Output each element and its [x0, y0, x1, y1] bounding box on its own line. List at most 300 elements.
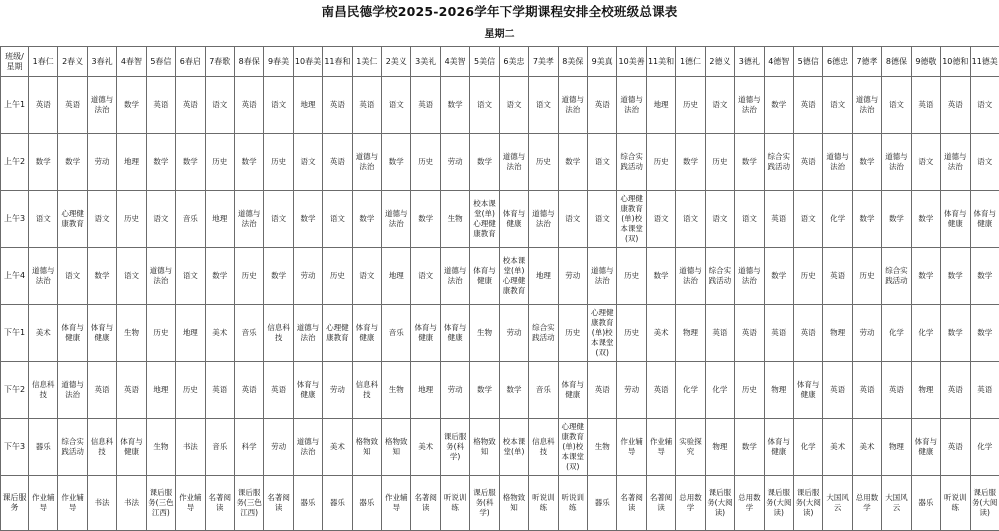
- course-cell: 英语: [941, 77, 970, 134]
- class-header: 1德仁: [676, 47, 705, 77]
- class-header: 7春歌: [205, 47, 234, 77]
- course-cell: 体育与健康: [499, 191, 528, 248]
- course-cell: 劳动: [293, 248, 322, 305]
- course-cell: 劳动: [87, 134, 116, 191]
- course-cell: 综合实践活动: [705, 248, 734, 305]
- course-cell: 课后服务(科学): [440, 419, 469, 476]
- course-cell: 数学: [764, 77, 793, 134]
- course-cell: 美术: [29, 305, 58, 362]
- course-cell: 英语: [764, 305, 793, 362]
- course-cell: 语文: [323, 191, 352, 248]
- period-label: 上午2: [1, 134, 29, 191]
- course-cell: 语文: [117, 248, 146, 305]
- course-cell: 历史: [234, 248, 263, 305]
- course-cell: 英语: [882, 362, 911, 419]
- course-cell: 劳动: [558, 248, 587, 305]
- course-cell: 历史: [323, 248, 352, 305]
- course-cell: 语文: [735, 191, 764, 248]
- course-cell: 道德与法治: [735, 77, 764, 134]
- course-cell: 道德与法治: [234, 191, 263, 248]
- course-cell: 历史: [117, 191, 146, 248]
- course-cell: 道德与法治: [293, 305, 322, 362]
- period-row: [1, 305, 999, 362]
- course-cell: 语文: [588, 134, 617, 191]
- course-cell: 听说训练: [440, 476, 469, 531]
- course-cell: 大国风云: [882, 476, 911, 531]
- course-cell: 数学: [764, 248, 793, 305]
- course-cell: 物理: [823, 305, 852, 362]
- course-cell: 道德与法治: [87, 77, 116, 134]
- class-header: 2德义: [705, 47, 734, 77]
- course-cell: 物理: [705, 419, 734, 476]
- timetable-body: [1, 77, 999, 531]
- course-cell: 数学: [558, 134, 587, 191]
- course-cell: 名著阅读: [411, 476, 440, 531]
- course-cell: 语文: [470, 77, 499, 134]
- course-cell: 语文: [176, 248, 205, 305]
- course-cell: 数学: [382, 134, 411, 191]
- course-cell: 英语: [234, 362, 263, 419]
- course-cell: 道德与法治: [735, 248, 764, 305]
- course-cell: 劳动: [323, 362, 352, 419]
- corner-header: 班级/星期: [1, 47, 29, 77]
- course-cell: 语文: [499, 77, 528, 134]
- period-row: [1, 419, 999, 476]
- course-cell: 数学: [440, 77, 469, 134]
- course-cell: 道德与法治: [588, 248, 617, 305]
- course-cell: 语文: [29, 191, 58, 248]
- course-cell: 物理: [676, 305, 705, 362]
- course-cell: 数学: [29, 134, 58, 191]
- course-cell: 英语: [970, 362, 999, 419]
- header-row: [1, 47, 999, 77]
- period-label: 上午4: [1, 248, 29, 305]
- course-cell: 数学: [87, 248, 116, 305]
- course-cell: 心理健康教育: [58, 191, 87, 248]
- course-cell: 语文: [58, 248, 87, 305]
- course-cell: 道德与法治: [558, 77, 587, 134]
- timetable: [0, 46, 999, 531]
- course-cell: 化学: [793, 419, 822, 476]
- course-cell: 历史: [264, 134, 293, 191]
- class-header: 2春义: [58, 47, 87, 77]
- course-cell: 语文: [823, 77, 852, 134]
- course-cell: 心理健康教育(单)校本课堂(双): [617, 191, 646, 248]
- course-cell: 美术: [646, 305, 675, 362]
- course-cell: 美术: [411, 419, 440, 476]
- course-cell: 语文: [293, 134, 322, 191]
- class-header: 5美信: [470, 47, 499, 77]
- course-cell: 地理: [646, 77, 675, 134]
- course-cell: 劳动: [440, 362, 469, 419]
- period-label: 下午3: [1, 419, 29, 476]
- course-cell: 总用数学: [676, 476, 705, 531]
- course-cell: 语文: [264, 77, 293, 134]
- course-cell: 英语: [941, 419, 970, 476]
- class-header: 6德忠: [823, 47, 852, 77]
- course-cell: 英语: [87, 362, 116, 419]
- course-cell: 综合实践活动: [764, 134, 793, 191]
- course-cell: 数学: [293, 191, 322, 248]
- course-cell: 历史: [852, 248, 881, 305]
- course-cell: 信息科技: [264, 305, 293, 362]
- class-header: 1春仁: [29, 47, 58, 77]
- course-cell: 道德与法治: [499, 134, 528, 191]
- course-cell: 历史: [205, 134, 234, 191]
- course-cell: 数学: [941, 305, 970, 362]
- course-cell: 语文: [970, 77, 999, 134]
- course-cell: 体育与健康: [558, 362, 587, 419]
- course-cell: 英语: [646, 362, 675, 419]
- course-cell: 语文: [264, 191, 293, 248]
- course-cell: 数学: [146, 134, 175, 191]
- course-cell: 生物: [117, 305, 146, 362]
- course-cell: 历史: [617, 305, 646, 362]
- class-header: 5德信: [793, 47, 822, 77]
- course-cell: 体育与健康: [58, 305, 87, 362]
- course-cell: 道德与法治: [941, 134, 970, 191]
- course-cell: 语文: [87, 191, 116, 248]
- day-label: 星期二: [484, 29, 515, 40]
- course-cell: 数学: [117, 77, 146, 134]
- course-cell: 道德与法治: [617, 77, 646, 134]
- period-row: [1, 248, 999, 305]
- class-header: 8春保: [234, 47, 263, 77]
- class-header: 11春和: [323, 47, 352, 77]
- course-cell: 听说训练: [941, 476, 970, 531]
- course-cell: 心理健康教育(单)校本课堂(双): [588, 305, 617, 362]
- course-cell: 作业辅导: [617, 419, 646, 476]
- course-cell: 体育与健康: [440, 305, 469, 362]
- course-cell: 道德与法治: [852, 77, 881, 134]
- course-cell: 地理: [411, 362, 440, 419]
- course-cell: 数学: [911, 191, 940, 248]
- course-cell: 格物致知: [352, 419, 381, 476]
- period-label: 课后服务: [1, 476, 29, 531]
- class-header: 7美孝: [529, 47, 558, 77]
- course-cell: 道德与法治: [58, 362, 87, 419]
- course-cell: 总用数学: [735, 476, 764, 531]
- course-cell: 数学: [499, 362, 528, 419]
- course-cell: 物理: [764, 362, 793, 419]
- class-header: 8美保: [558, 47, 587, 77]
- course-cell: 综合实践活动: [529, 305, 558, 362]
- course-cell: 英语: [735, 305, 764, 362]
- course-cell: 历史: [411, 134, 440, 191]
- course-cell: 听说训练: [529, 476, 558, 531]
- class-header: 5春信: [146, 47, 175, 77]
- course-cell: 大国风云: [823, 476, 852, 531]
- period-row: [1, 476, 999, 531]
- course-cell: 数学: [735, 419, 764, 476]
- class-header: 9美真: [588, 47, 617, 77]
- course-cell: 地理: [117, 134, 146, 191]
- course-cell: 总用数学: [852, 476, 881, 531]
- course-cell: 信息科技: [29, 362, 58, 419]
- course-cell: 数学: [470, 134, 499, 191]
- course-cell: 器乐: [911, 476, 940, 531]
- course-cell: 历史: [705, 134, 734, 191]
- course-cell: 地理: [205, 191, 234, 248]
- course-cell: 道德与法治: [146, 248, 175, 305]
- course-cell: 劳动: [499, 305, 528, 362]
- period-label: 上午1: [1, 77, 29, 134]
- class-header: 9春美: [264, 47, 293, 77]
- class-header: 4美智: [440, 47, 469, 77]
- course-cell: 道德与法治: [29, 248, 58, 305]
- course-cell: 英语: [323, 134, 352, 191]
- course-cell: 作业辅导: [29, 476, 58, 531]
- course-cell: 语文: [705, 191, 734, 248]
- course-cell: 综合实践活动: [58, 419, 87, 476]
- course-cell: 英语: [823, 248, 852, 305]
- course-cell: 美术: [823, 419, 852, 476]
- course-cell: 劳动: [617, 362, 646, 419]
- course-cell: 英语: [588, 77, 617, 134]
- course-cell: 英语: [793, 77, 822, 134]
- course-cell: 数学: [58, 134, 87, 191]
- course-cell: 道德与法治: [529, 191, 558, 248]
- course-cell: 化学: [970, 419, 999, 476]
- course-cell: 语文: [882, 77, 911, 134]
- course-cell: 英语: [29, 77, 58, 134]
- course-cell: 语文: [352, 248, 381, 305]
- course-cell: 道德与法治: [676, 248, 705, 305]
- course-cell: 历史: [146, 305, 175, 362]
- class-header: 3美礼: [411, 47, 440, 77]
- period-label: 下午1: [1, 305, 29, 362]
- course-cell: 器乐: [588, 476, 617, 531]
- class-header: 10春美: [293, 47, 322, 77]
- course-cell: 体育与健康: [293, 362, 322, 419]
- course-cell: 地理: [176, 305, 205, 362]
- course-cell: 地理: [146, 362, 175, 419]
- course-cell: 数学: [882, 191, 911, 248]
- course-cell: 英语: [352, 77, 381, 134]
- course-cell: 美术: [852, 419, 881, 476]
- class-header: 11美和: [646, 47, 675, 77]
- course-cell: 生物: [382, 362, 411, 419]
- course-cell: 地理: [293, 77, 322, 134]
- course-cell: 物理: [911, 362, 940, 419]
- course-cell: 作业辅导: [382, 476, 411, 531]
- period-row: [1, 191, 999, 248]
- course-cell: 语文: [970, 134, 999, 191]
- course-cell: 综合实践活动: [617, 134, 646, 191]
- course-cell: 道德与法治: [440, 248, 469, 305]
- class-header: 4德智: [764, 47, 793, 77]
- course-cell: 体育与健康: [117, 419, 146, 476]
- course-cell: 道德与法治: [823, 134, 852, 191]
- class-header: 3春礼: [87, 47, 116, 77]
- course-cell: 化学: [676, 362, 705, 419]
- course-cell: 体育与健康: [764, 419, 793, 476]
- course-cell: 名著阅读: [264, 476, 293, 531]
- course-cell: 信息科技: [529, 419, 558, 476]
- class-header: 10美善: [617, 47, 646, 77]
- course-cell: 语文: [588, 191, 617, 248]
- course-cell: 英语: [117, 362, 146, 419]
- course-cell: 数学: [735, 134, 764, 191]
- page-title: 南昌民德学校2025-2026学年下学期课程安排全校班级总课表: [321, 4, 678, 19]
- course-cell: 音乐: [205, 419, 234, 476]
- course-cell: 体育与健康: [470, 248, 499, 305]
- course-cell: 道德与法治: [382, 191, 411, 248]
- course-cell: 音乐: [176, 191, 205, 248]
- course-cell: 生物: [440, 191, 469, 248]
- course-cell: 英语: [852, 362, 881, 419]
- course-cell: 英语: [705, 305, 734, 362]
- period-row: [1, 134, 999, 191]
- course-cell: 名著阅读: [646, 476, 675, 531]
- course-cell: 校本课堂(单): [499, 419, 528, 476]
- course-cell: 作业辅导: [176, 476, 205, 531]
- course-cell: 语文: [676, 191, 705, 248]
- course-cell: 数学: [676, 134, 705, 191]
- course-cell: 地理: [529, 248, 558, 305]
- course-cell: 英语: [146, 77, 175, 134]
- course-cell: 数学: [852, 134, 881, 191]
- course-cell: 历史: [676, 77, 705, 134]
- course-cell: 语文: [911, 134, 940, 191]
- course-cell: 心理健康教育: [323, 305, 352, 362]
- class-header: 9德敬: [911, 47, 940, 77]
- course-cell: 美术: [323, 419, 352, 476]
- course-cell: 书法: [117, 476, 146, 531]
- course-cell: 化学: [911, 305, 940, 362]
- course-cell: 课后服务(科学): [470, 476, 499, 531]
- course-cell: 英语: [234, 77, 263, 134]
- course-cell: 英语: [264, 362, 293, 419]
- course-cell: 劳动: [264, 419, 293, 476]
- course-cell: 生物: [146, 419, 175, 476]
- course-cell: 语文: [529, 77, 558, 134]
- course-cell: 课后服务(大阅读): [970, 476, 999, 531]
- course-cell: 英语: [588, 362, 617, 419]
- course-cell: 名著阅读: [205, 476, 234, 531]
- course-cell: 语文: [646, 191, 675, 248]
- course-cell: 数学: [941, 248, 970, 305]
- class-header: 10德和: [941, 47, 970, 77]
- course-cell: 英语: [58, 77, 87, 134]
- course-cell: 科学: [234, 419, 263, 476]
- class-header: 6春启: [176, 47, 205, 77]
- course-cell: 语文: [705, 77, 734, 134]
- period-row: [1, 77, 999, 134]
- course-cell: 道德与法治: [352, 134, 381, 191]
- course-cell: 道德与法治: [882, 134, 911, 191]
- course-cell: 英语: [205, 362, 234, 419]
- course-cell: 语文: [793, 191, 822, 248]
- course-cell: 体育与健康: [87, 305, 116, 362]
- course-cell: 听说训练: [558, 476, 587, 531]
- course-cell: 化学: [705, 362, 734, 419]
- course-cell: 英语: [793, 305, 822, 362]
- course-cell: 书法: [176, 419, 205, 476]
- course-cell: 英语: [411, 77, 440, 134]
- course-cell: 历史: [529, 134, 558, 191]
- course-cell: 数学: [852, 191, 881, 248]
- course-cell: 英语: [823, 362, 852, 419]
- course-cell: 信息科技: [352, 362, 381, 419]
- course-cell: 历史: [617, 248, 646, 305]
- course-cell: 格物致知: [382, 419, 411, 476]
- class-header: 3德礼: [735, 47, 764, 77]
- course-cell: 数学: [176, 134, 205, 191]
- course-cell: 体育与健康: [352, 305, 381, 362]
- course-cell: 校本课堂(单)心理健康教育: [470, 191, 499, 248]
- course-cell: 器乐: [323, 476, 352, 531]
- course-cell: 校本课堂(单)心理健康教育: [499, 248, 528, 305]
- course-cell: 历史: [793, 248, 822, 305]
- course-cell: 数学: [234, 134, 263, 191]
- course-cell: 音乐: [234, 305, 263, 362]
- course-cell: 格物致知: [470, 419, 499, 476]
- course-cell: 数学: [470, 362, 499, 419]
- course-cell: 体育与健康: [793, 362, 822, 419]
- course-cell: 英语: [176, 77, 205, 134]
- course-cell: 地理: [382, 248, 411, 305]
- course-cell: 历史: [646, 134, 675, 191]
- course-cell: 课后服务(三色江西): [234, 476, 263, 531]
- class-header: 6美忠: [499, 47, 528, 77]
- course-cell: 劳动: [440, 134, 469, 191]
- course-cell: 数学: [352, 191, 381, 248]
- period-row: [1, 362, 999, 419]
- course-cell: 语文: [411, 248, 440, 305]
- course-cell: 器乐: [352, 476, 381, 531]
- course-cell: 化学: [823, 191, 852, 248]
- course-cell: 数学: [411, 191, 440, 248]
- course-cell: 作业辅导: [646, 419, 675, 476]
- course-cell: 课后服务(三色江西): [146, 476, 175, 531]
- class-header: 11德美: [970, 47, 999, 77]
- course-cell: 体育与健康: [941, 191, 970, 248]
- course-cell: 语文: [382, 77, 411, 134]
- course-cell: 数学: [205, 248, 234, 305]
- course-cell: 历史: [735, 362, 764, 419]
- course-cell: 美术: [205, 305, 234, 362]
- course-cell: 实验探究: [676, 419, 705, 476]
- course-cell: 语文: [146, 191, 175, 248]
- course-cell: 器乐: [29, 419, 58, 476]
- course-cell: 体育与健康: [911, 419, 940, 476]
- course-cell: 英语: [793, 134, 822, 191]
- course-cell: 信息科技: [87, 419, 116, 476]
- course-cell: 历史: [558, 305, 587, 362]
- period-label: 下午2: [1, 362, 29, 419]
- course-cell: 生物: [470, 305, 499, 362]
- course-cell: 书法: [87, 476, 116, 531]
- class-header: 1美仁: [352, 47, 381, 77]
- course-cell: 历史: [176, 362, 205, 419]
- course-cell: 综合实践活动: [882, 248, 911, 305]
- course-cell: 英语: [323, 77, 352, 134]
- course-cell: 生物: [588, 419, 617, 476]
- course-cell: 数学: [911, 248, 940, 305]
- course-cell: 心理健康教育(单)校本课堂(双): [558, 419, 587, 476]
- course-cell: 格物致知: [499, 476, 528, 531]
- course-cell: 化学: [882, 305, 911, 362]
- course-cell: 物理: [882, 419, 911, 476]
- course-cell: 数学: [970, 248, 999, 305]
- course-cell: 劳动: [852, 305, 881, 362]
- period-label: 上午3: [1, 191, 29, 248]
- course-cell: 作业辅导: [58, 476, 87, 531]
- course-cell: 体育与健康: [970, 191, 999, 248]
- course-cell: 道德与法治: [293, 419, 322, 476]
- course-cell: 音乐: [382, 305, 411, 362]
